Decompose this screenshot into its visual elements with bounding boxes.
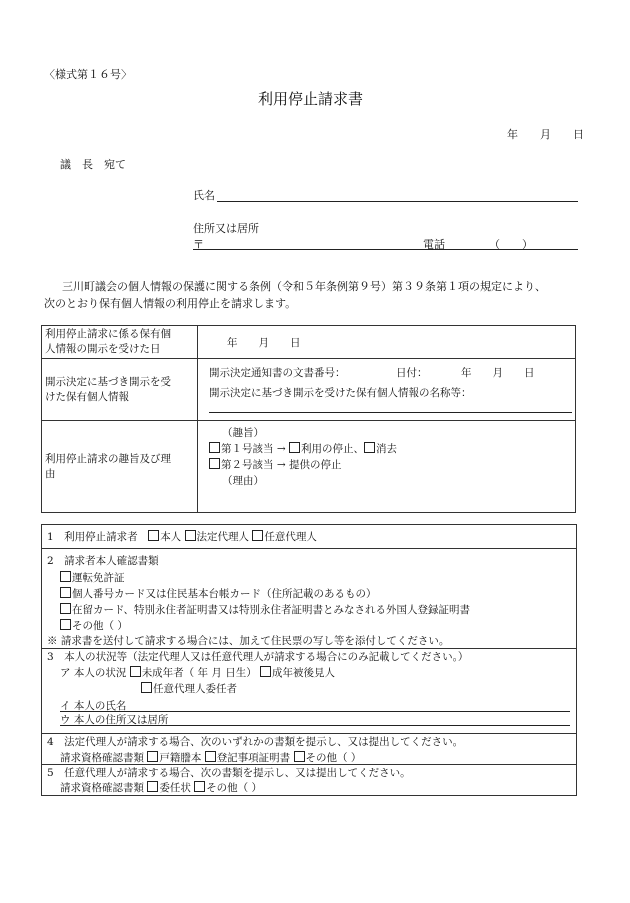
- checkbox-other-4[interactable]: [294, 751, 305, 762]
- info-name-field[interactable]: [209, 412, 572, 413]
- name-label: 氏名: [193, 189, 215, 202]
- checkbox-license[interactable]: [60, 571, 71, 582]
- section-3-u: ウ 本人の住所又は居所: [60, 714, 169, 726]
- phone-label: 電話: [423, 238, 445, 251]
- section-3-i: イ 本人の氏名: [60, 700, 127, 712]
- section-4-docs: 請求資格確認書類 戸籍謄本 登記事項証明書 その他（ ）: [60, 752, 362, 764]
- doc-number-label: 開示決定通知書の文書番号：: [209, 367, 346, 379]
- intro-line-2: 次のとおり保有個人情報の利用停止を請求します。: [44, 297, 297, 310]
- checkbox-delegator[interactable]: [141, 682, 152, 693]
- section-5-docs: 請求資格確認書類 委任状 その他（ ）: [60, 782, 263, 794]
- phone-paren: （ ）: [489, 238, 533, 251]
- section-2-opt-3: 在留カード、特別永住者証明書又は特別永住者証明書とみなされる外国人登録証明書: [60, 602, 470, 617]
- checkbox-legal-agent[interactable]: [185, 530, 196, 541]
- checkbox-erase[interactable]: [364, 442, 375, 453]
- checkbox-other-5[interactable]: [194, 781, 205, 792]
- disclosed-info-value[interactable]: [198, 359, 576, 421]
- checkbox-other-id[interactable]: [60, 619, 71, 630]
- checkbox-power-of-attorney[interactable]: [147, 781, 158, 792]
- section-3-heading: 3 本人の状況等（法定代理人又は任意代理人が請求する場合にのみ記載してください。）: [47, 651, 469, 663]
- page-title: 利用停止請求書: [258, 90, 364, 108]
- checkbox-stop-use[interactable]: [289, 442, 300, 453]
- purpose-item-1: 第１号該当 → 利用の停止、 消去: [209, 441, 397, 456]
- checkbox-voluntary-agent[interactable]: [252, 530, 263, 541]
- section-2-opt-4: その他（ ）: [60, 618, 128, 633]
- section-4-heading: 4 法定代理人が請求する場合、次のいずれかの書類を提示し、又は提出してください。: [47, 736, 464, 748]
- section-5-heading: 5 任意代理人が請求する場合、次の書類を提示し、又は提出してください。: [47, 767, 411, 779]
- name-field[interactable]: [217, 201, 578, 202]
- purpose-reason-label: 利用停止請求の趣旨及び理 由: [42, 421, 198, 513]
- section-3-a: ア 本人の状況 未成年者（ 年 月 日生） 成年被後見人: [60, 667, 336, 679]
- purpose-reason-value[interactable]: [198, 421, 576, 513]
- checkbox-self[interactable]: [148, 530, 159, 541]
- section-2-heading: 2 請求者本人確認書類: [47, 555, 159, 567]
- form-number: 〈様式第１６号〉: [44, 68, 132, 81]
- doc-date-ymd: 年 月 日: [461, 367, 535, 379]
- info-name-label: 開示決定に基づき開示を受けた保有個人情報の名称等：: [209, 387, 472, 399]
- address-label: 住所又は居所: [193, 222, 259, 235]
- address-field[interactable]: [193, 249, 578, 250]
- section-3-a-opt3: 任意代理人委任者: [141, 681, 237, 696]
- request-table: [41, 325, 576, 513]
- checkbox-mynumber[interactable]: [60, 587, 71, 598]
- checkbox-adult-ward[interactable]: [260, 666, 271, 677]
- checkbox-item2[interactable]: [209, 458, 220, 469]
- checkbox-residence-card[interactable]: [60, 603, 71, 614]
- principal-address-field[interactable]: [60, 725, 570, 726]
- intro-line-1: 三川町議会の個人情報の保護に関する条例（令和５年条例第９号）第３９条第１項の規定により、: [62, 280, 546, 293]
- disclosure-date-label: 利用停止請求に係る保有個 人情報の開示を受けた日: [42, 326, 198, 359]
- divider-2: [41, 548, 576, 549]
- disclosed-info-label: 開示決定に基づき開示を受 けた保有個人情報: [42, 359, 198, 421]
- section-2-note: ※ 請求書を送付して請求する場合には、加えて住民票の写し等を添付してください。: [47, 635, 450, 647]
- disclosure-date-value[interactable]: 年 月 日: [198, 326, 576, 359]
- purpose-label: （趣旨）: [222, 427, 264, 439]
- reason-label: （理由）: [222, 475, 264, 487]
- doc-date-label: 日付：: [396, 367, 428, 379]
- checkbox-koseki[interactable]: [147, 751, 158, 762]
- section-2-opt-1: 運転免許証: [60, 570, 125, 585]
- addressee: 議 長 宛て: [60, 158, 126, 171]
- date-line: 年 月 日: [507, 128, 584, 141]
- purpose-item-2: 第２号該当 → 提供の停止: [209, 457, 341, 472]
- checkbox-minor[interactable]: [130, 666, 141, 677]
- checkbox-item1[interactable]: [209, 442, 220, 453]
- checkbox-registry[interactable]: [205, 751, 216, 762]
- postal-mark: 〒: [193, 238, 204, 251]
- section-1: 1 利用停止請求者 本人 法定代理人 任意代理人: [47, 531, 317, 543]
- section-2-opt-2: 個人番号カード又は住民基本台帳カード（住所記載のあるもの）: [60, 586, 377, 601]
